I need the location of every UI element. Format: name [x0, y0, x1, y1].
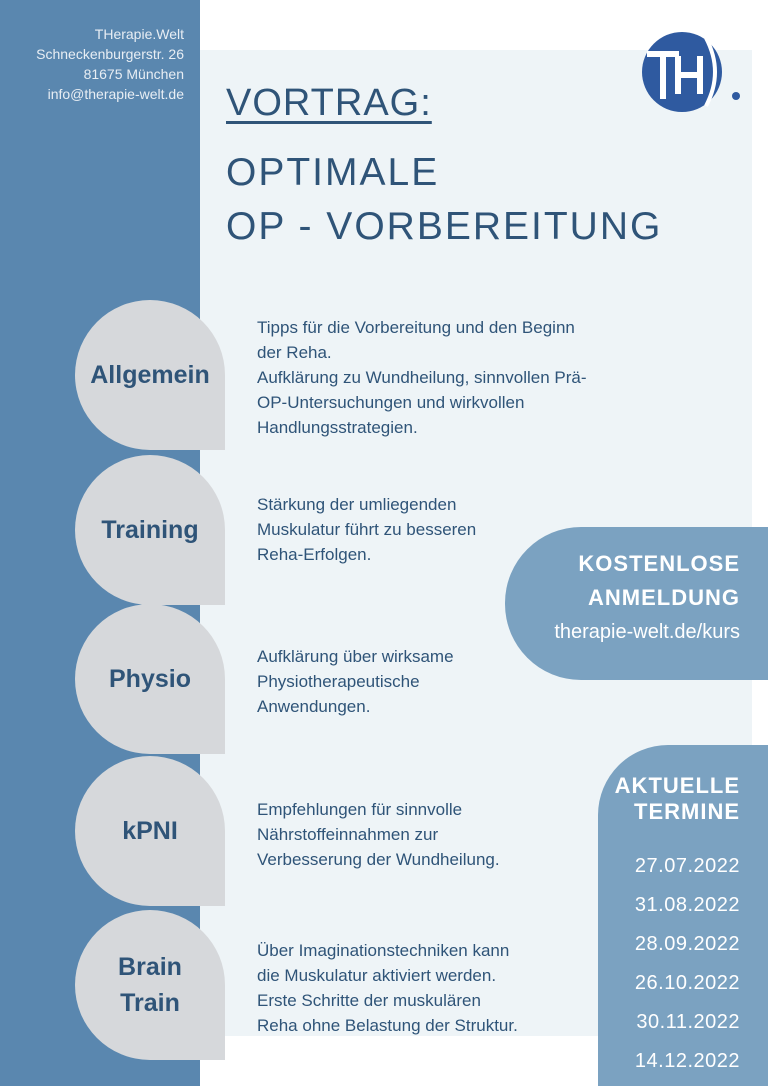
dates-heading-line: AKTUELLE — [614, 773, 740, 798]
description-line: Aufklärung zu Wundheilung, sinnvollen Prä- — [257, 368, 587, 387]
vortrag-label: VORTRAG: — [226, 82, 432, 124]
topic-bubble-allgemein — [75, 300, 225, 450]
description-line: Reha-Erfolgen. — [257, 545, 372, 564]
title-line-2: OP - VORBEREITUNG — [226, 205, 663, 248]
topic-label: Brain — [118, 953, 182, 981]
description-line: Erste Schritte der muskulären — [257, 991, 481, 1010]
dates-list — [635, 847, 740, 1081]
dates-panel — [598, 745, 768, 1086]
topic-label: Allgemein — [90, 361, 210, 389]
address-block — [36, 24, 184, 104]
description-line: Über Imaginationstechniken kann — [257, 941, 510, 960]
topic-description-brain-train — [257, 938, 657, 1038]
registration-heading-line: KOSTENLOSE — [578, 551, 740, 576]
date-item: 28.09.2022 — [634, 933, 740, 955]
description-line: die Muskulatur aktiviert werden. — [257, 966, 497, 985]
therapie-welt-logo — [642, 32, 746, 112]
description-line: Anwendungen. — [257, 697, 371, 716]
topic-bubble-physio — [75, 604, 225, 754]
city: 81675 München — [83, 66, 184, 82]
topic-description-kpni — [257, 797, 657, 872]
topic-description-allgemein — [257, 315, 657, 440]
topic-bubble-brain-train — [75, 910, 225, 1060]
description-line: OP-Untersuchungen und wirkvollen — [257, 393, 525, 412]
description-line: Muskulatur führt zu besseren — [257, 520, 477, 539]
topic-label: Physio — [109, 665, 191, 693]
description-line: Aufklärung über wirksame — [257, 647, 454, 666]
street: Schneckenburgerstr. 26 — [36, 46, 184, 62]
description-line: der Reha. — [257, 343, 332, 362]
description-line: Tipps für die Vorbereitung und den Beginn — [257, 318, 575, 337]
registration-heading — [578, 547, 740, 615]
date-item: 31.08.2022 — [634, 894, 740, 916]
description-line: Stärkung der umliegenden — [257, 495, 457, 514]
registration-url-link[interactable]: therapie-welt.de/kurs — [554, 621, 740, 643]
page-title — [226, 146, 662, 254]
email-link[interactable]: info@therapie-welt.de — [47, 86, 184, 102]
topic-bubble-training — [75, 455, 225, 605]
description-line: Verbesserung der Wundheilung. — [257, 850, 500, 869]
title-line-1: OPTIMALE — [226, 151, 440, 194]
description-line: Reha ohne Belastung der Struktur. — [257, 1016, 518, 1035]
date-item: 14.12.2022 — [634, 1050, 740, 1072]
registration-heading-line: ANMELDUNG — [588, 585, 740, 610]
date-item: 26.10.2022 — [634, 972, 740, 994]
description-line: Handlungsstrategien. — [257, 418, 418, 437]
registration-callout[interactable] — [505, 527, 768, 680]
dates-heading — [615, 773, 740, 825]
description-line: Nährstoffeinnahmen zur — [257, 825, 439, 844]
topic-label: kPNI — [122, 817, 178, 845]
topic-label: Train — [120, 989, 180, 1017]
description-line: Empfehlungen für sinnvolle — [257, 800, 463, 819]
date-item: 27.07.2022 — [634, 855, 740, 877]
description-line: Physiotherapeutische — [257, 672, 420, 691]
date-item: 30.11.2022 — [636, 1011, 740, 1033]
topic-label: Training — [101, 516, 199, 544]
topic-bubble-kpni — [75, 756, 225, 906]
dates-heading-line: TERMINE — [634, 799, 740, 824]
company-name: THerapie.Welt — [94, 26, 184, 42]
